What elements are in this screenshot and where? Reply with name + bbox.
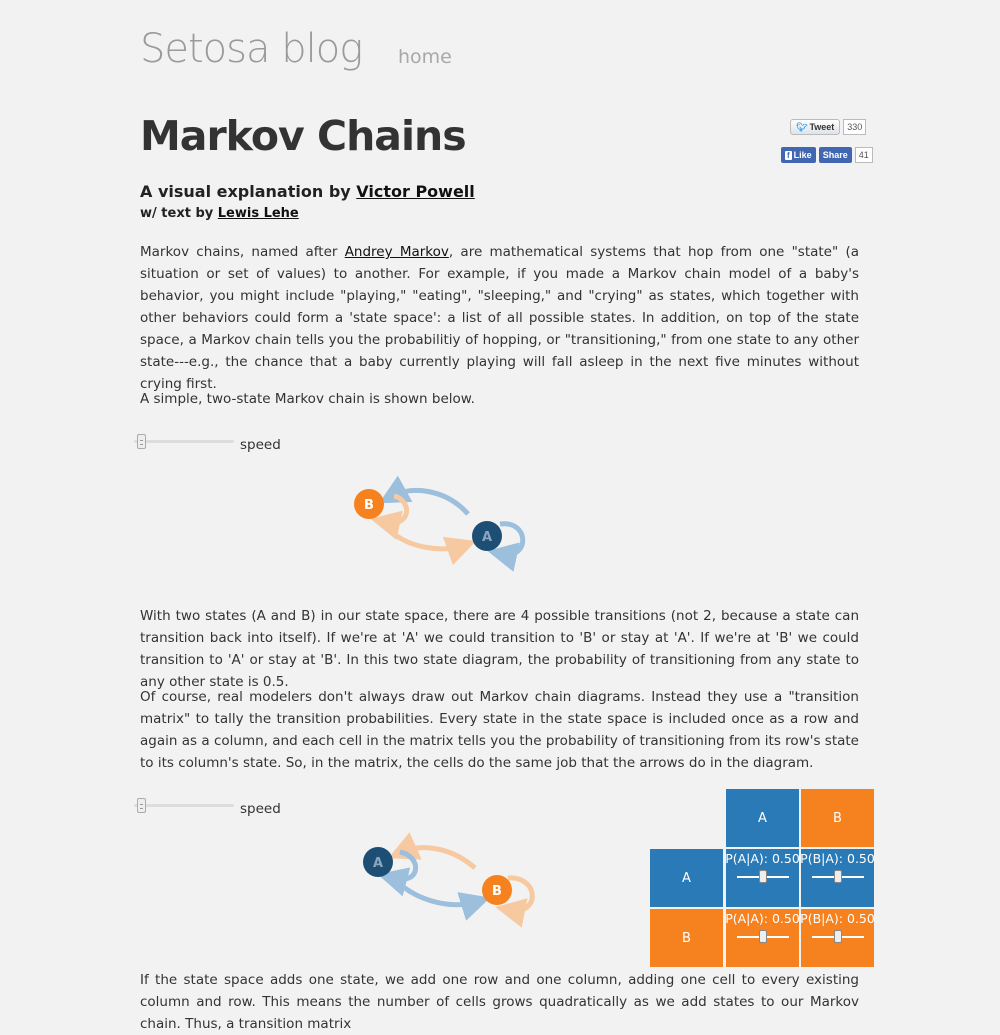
loop-a: [392, 852, 416, 879]
cell-probability: P(B|A): 0.50: [800, 911, 875, 926]
probability-slider[interactable]: [737, 929, 789, 945]
arrow-b-to-a: [385, 525, 462, 549]
probability-slider[interactable]: [812, 929, 864, 945]
intro-text-start: Markov chains, named after: [140, 244, 345, 260]
cell-probability: P(A|A): 0.50: [725, 851, 800, 866]
byline-author-link[interactable]: Lewis Lehe: [217, 206, 299, 221]
state-b-label: B: [364, 498, 374, 513]
two-state-intro: A simple, two-state Markov chain is shown below.: [140, 391, 475, 407]
slider-thumb[interactable]: [137, 434, 146, 449]
row-header-b: B: [650, 909, 723, 967]
facebook-count: 41: [855, 147, 873, 163]
cell-probability: P(A|A): 0.50: [725, 911, 800, 926]
loop-b: [508, 878, 532, 911]
speed-label-1: speed: [240, 437, 281, 453]
state-b-label: B: [492, 884, 502, 899]
state-growth-paragraph: If the state space adds one state, we add one row and one column, adding one cell to every existing column and row. This means the number of cells grows quadratically as we add states to our Markov chain. Thus, a transition matrix: [140, 972, 859, 1032]
slider-thumb[interactable]: [759, 870, 767, 883]
state-a-label: A: [372, 856, 384, 871]
matrix-cell-b-a: [726, 909, 799, 967]
nav-home-link[interactable]: home: [398, 46, 452, 68]
slider-thumb[interactable]: [137, 798, 146, 813]
probability-slider[interactable]: [812, 869, 864, 885]
subtitle-prefix: A visual explanation by: [140, 182, 357, 201]
intro-paragraph: [140, 241, 859, 395]
slider-thumb[interactable]: [834, 930, 842, 943]
site-title[interactable]: Setosa blog: [140, 26, 363, 72]
slider-thumb[interactable]: [759, 930, 767, 943]
facebook-icon: f: [787, 150, 790, 160]
cell-probability: P(B|A): 0.50: [800, 851, 875, 866]
facebook-widget: [781, 147, 873, 163]
matrix-cell-a-b: [801, 849, 874, 907]
row-header-a: A: [650, 849, 723, 907]
tweet-widget: [790, 119, 866, 135]
page-title: Markov Chains: [140, 112, 466, 160]
slider-thumb[interactable]: [834, 870, 842, 883]
loop-a: [500, 524, 523, 555]
loop-b: [385, 496, 407, 523]
like-label: Like: [793, 150, 812, 160]
tweet-label: Tweet: [809, 122, 835, 132]
transition-matrix-paragraph: Of course, real modelers don't always draw out Markov chain diagrams. Instead they use a "transition matrix" to tally the transition probabilities. Every state in the state space is included once as a row and again as a column, and each cell in the matrix tells you the probability of transitioning from its row's state to its column's state. So, in the matrix, the cells do the same job that the arrows do in the diagram.: [140, 689, 859, 771]
speed-slider-2[interactable]: [134, 796, 234, 816]
matrix-cell-b-b: [801, 909, 874, 967]
speed-label-2: speed: [240, 801, 281, 817]
markov-diagram-1: [340, 470, 540, 570]
facebook-share-button[interactable]: [819, 147, 852, 163]
col-header-a: A: [726, 789, 799, 847]
byline-prefix: w/ text by: [140, 206, 218, 221]
share-label: Share: [822, 150, 848, 160]
state-a-label: A: [481, 530, 493, 545]
author-link[interactable]: Victor Powell: [356, 182, 475, 201]
tweet-button[interactable]: [790, 119, 840, 135]
markov-diagram-2: [340, 830, 550, 920]
andrey-markov-link[interactable]: Andrey Markov: [344, 244, 449, 260]
transitions-paragraph: With two states (A and B) in our state space, there are 4 possible transitions (not 2, because a state can transition back into itself). If we're at 'A' we could transition to 'B' or stay at 'A'. If we're at 'B' we could transition to 'A' or stay at 'B'. In this two state diagram, the probability of transitioning from any state to any other state is 0.5.: [140, 608, 859, 690]
subtitle: [140, 182, 475, 201]
slider-track: [134, 440, 234, 443]
col-header-b: B: [801, 789, 874, 847]
byline: [140, 206, 299, 221]
matrix-cell-a-a: [726, 849, 799, 907]
slider-track: [134, 804, 234, 807]
facebook-like-button[interactable]: [781, 147, 816, 163]
twitter-bird-icon: 🐦︎: [796, 121, 808, 132]
intro-text-end: , are mathematical systems that hop from one "state" (a situation or set of values) to another. For example, if you made a Markov chain model of a baby's behavior, you might include "playing," "eating", "sleeping," and "crying" as states, which together with other behaviors could form a 'state space': a list of all possible states. In addition, on top of the state space, a Markov chain tells you the probabilitiy of hopping, or "transitioning," from one state to any other state---e.g., the chance that a baby currently playing will fall asleep in the next five minutes without crying first.: [140, 244, 859, 392]
probability-slider[interactable]: [737, 869, 789, 885]
tweet-count: 330: [843, 119, 866, 135]
speed-slider-1[interactable]: [134, 432, 234, 452]
